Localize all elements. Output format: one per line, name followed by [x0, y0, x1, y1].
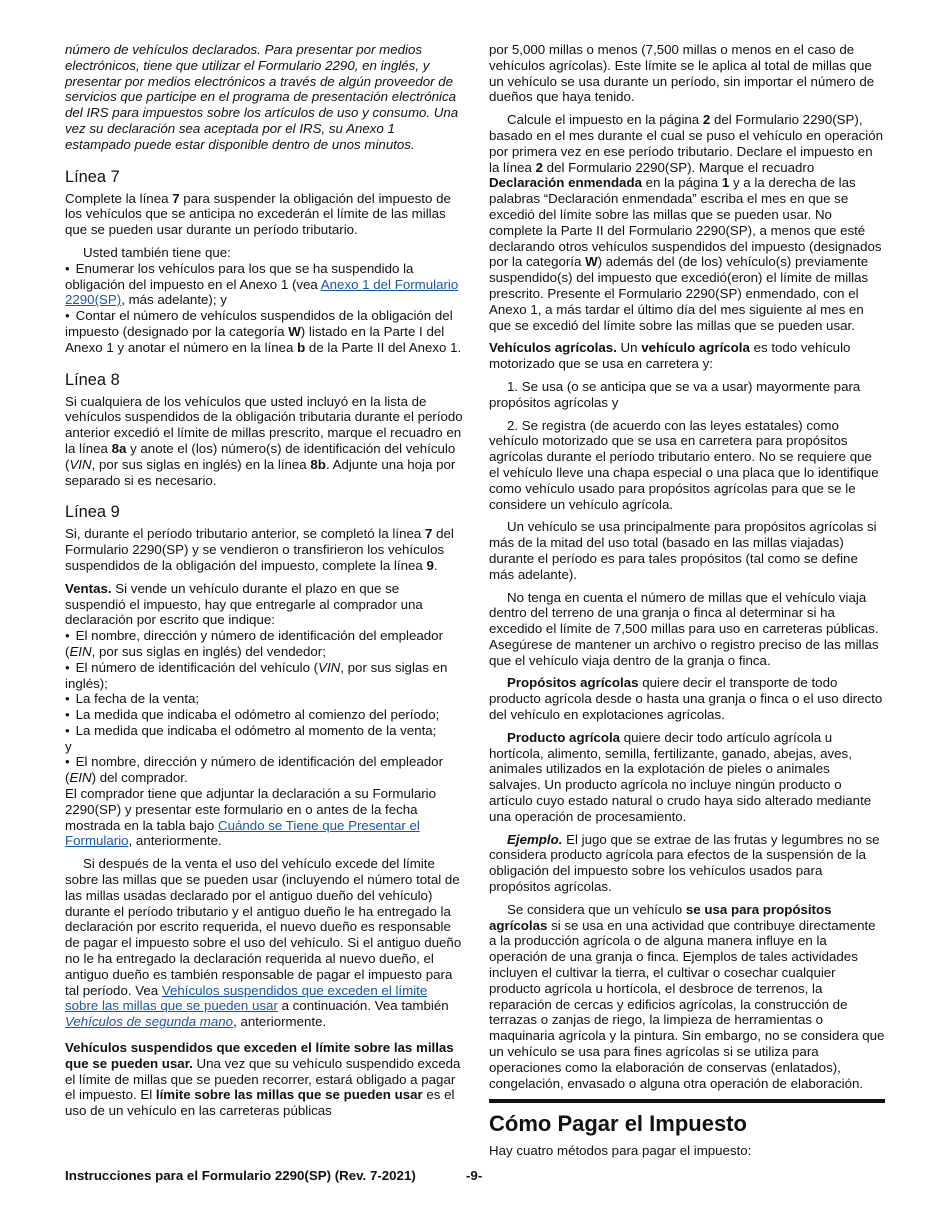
footer-title: Instrucciones para el Formulario 2290(SP) (Rev. 7-2021) [65, 1168, 416, 1183]
considera-paragraph: Se considera que un vehículo se usa para propósitos agrícolas si se usa en una actividad que contribuye directamente a la producción agrícola o de alguna manera influye en la operación de una granja o finca. Ejemplos de tales actividades incluyen el cultivar la tierra, el cultivar o cosechar cualquier producto agrícola u hortícola, el desbroce de terrenos, la reparación de cercas y edificios agrícolas, la construcción de terrazas o zanjas de riego, la limpieza de herramientas o maquinaria agrícola y la pintura. Sin embargo, no se considera que un vehículo se usa para fines agrícolas si se utiliza para operaciones como la elaboración de conservas (enlatados), congelación, envasado o alguna otra operación de elaboración. [489, 901, 885, 1091]
linea-8-heading: Línea 8 [65, 370, 120, 389]
linea-9-heading: Línea 9 [65, 503, 120, 522]
ventas-paragraph: Ventas. Si vende un vehículo durante el plazo en que se suspendió el impuesto, hay que entregarle al comprador una declaración por escrito que indique: [65, 580, 423, 628]
ventas-bullet-5: • La medida que indicaba el odómetro al momento de la venta; y [65, 723, 463, 755]
agricolas-item-2: 2. Se registra (de acuerdo con las leyes estatales) como vehículo motorizado que se usa en carretera para propósitos agrícolas durante el período tributario entero. No se requiere que el vehículo lleve una chapa especial o una placa que lo identifique como vehículo usado para propósitos agrícolas para que se le considere un vehículo agrícola. [489, 417, 879, 512]
cuando-presentar-link[interactable]: Cuándo se Tiene que Presentar el Formulario [65, 817, 420, 849]
suspendidos-paragraph: Vehículos suspendidos que exceden el límite sobre las millas que se pueden usar. Una vez que su vehículo suspendido exceda el límite de millas que se pueden recorrer, estará obligado a pagar el impuesto. El límite sobre las millas que se pueden usar es el uso de un vehículo en las carreteras públicas [65, 1040, 461, 1119]
vehiculos-suspendidos-link[interactable]: Vehículos suspendidos que exceden el límite sobre las millas que se pueden usar [65, 982, 428, 1014]
linea-7-tambien: Usted también tiene que: [83, 244, 231, 260]
ventas-bullet-3: • La fecha de la venta; [65, 691, 463, 707]
continuation-paragraph: por 5,000 millas o menos (7,500 millas o menos en el caso de vehículos agrícolas). Este límite se le aplica al total de millas que un vehículo se usa durante un período, sin importar el número de dueños que haya tenido. [489, 42, 875, 105]
ventas-bullet-2: • El número de identificación del vehículo (VIN, por sus siglas en inglés); [65, 660, 463, 692]
producto-paragraph: Producto agrícola quiere decir todo artículo agrícola u hortícola, alimento, semilla, fertilizante, ganado, abejas, aves, animales utilizados en la explotación de pieles o animales salvajes. Un producto agrícola no incluye ningún producto o artículo cuyo estado natural o crudo haya sido alterado mediante una operación de procesamiento. [489, 729, 872, 824]
section-divider [489, 1099, 885, 1103]
linea-9-paragraph: Si, durante el período tributario anterior, se completó la línea 7 del Formulario 2290(SP) y se vendieron o transfirieron los vehículos suspendidos de la obligación del impuesto, complete la línea 9. [65, 526, 454, 573]
linea-7-paragraph: Complete la línea 7 para suspender la obligación del impuesto de los vehículos que se anticipa no excederán el límite de las millas que se pueden usar durante un período tributario. [65, 190, 451, 238]
segunda-mano-link[interactable]: Vehículos de segunda mano [65, 1014, 234, 1030]
calcule-paragraph: Calcule el impuesto en la página 2 del Formulario 2290(SP), basado en el mes durante el cual se puso el vehículo en operación por primera vez en ese período tributario. Declare el impuesto en la línea 2 del Formulario 2290(SP). Marque el recuadro Declaración enmendada en la página 1 y a la derecha de las palabras “Declaración enmendada” escriba el mes en que se excedió del límite sobre las millas que se pueden usar. No complete la Parte II del Formulario 2290(SP), a menos que esté declarando otros vehículos suspendidos del impuesto (designados por la categoría W) además del (de los) vehículo(s) previamente suspendido(s) del impuesto que excedió(eron) el límite de millas prescrito. Presente el Formulario 2290(SP) enmendado, con el Anexo 1, a más tardar el último día del mes siguiente al mes en que se excedió del límite sobre las millas que se pueden usar. [489, 112, 883, 333]
linea-8-paragraph: Si cualquiera de los vehículos que usted incluyó en la lista de vehículos suspendidos de la obligación tributaria durante el período anterior excedió el límite de millas prescrito, marque el recuadro en la línea 8a y anote el (los) número(s) de identificación del vehículo (VIN, por sus siglas en inglés) en la línea 8b. Adjunte una hoja por separado si es necesario. [65, 393, 463, 488]
agricolas-paragraph: Vehículos agrícolas. Un vehículo agrícola es todo vehículo motorizado que se usa en carretera y: [489, 340, 851, 372]
ventas-bullet-4: • La medida que indicaba el odómetro al comienzo del período; [65, 707, 463, 723]
ventas-bullet-6: • El nombre, dirección y número de identificación del empleador (EIN) del comprador. [65, 754, 463, 786]
left-column [65, 42, 463, 1126]
linea-7-bullet-2: • Contar el número de vehículos suspendidos de la obligación del impuesto (designado por la categoría W) listado en la Parte I del Anexo 1 y anotar el número en la línea b de la Parte II del Anexo 1. [65, 308, 463, 355]
agricolas-item-1: 1. Se usa (o se anticipa que se va a usar) mayormente para propósitos agrícolas y [489, 378, 861, 410]
ventas-bullet-1: • El nombre, dirección y número de identificación del empleador (EIN, por sus siglas en inglés) del vendedor; [65, 628, 463, 660]
comprador-paragraph: El comprador tiene que adjuntar la declaración a su Formulario 2290(SP) y presentar este formulario en o antes de la fecha mostrada en la tabla bajo Cuándo se Tiene que Presentar el Formulario, anteriormente. [65, 786, 437, 849]
page-number: -9- [466, 1168, 483, 1183]
como-pagar-heading: Cómo Pagar el Impuesto [489, 1111, 747, 1137]
anexo-1-link[interactable]: Anexo 1 del Formulario 2290(SP) [65, 276, 459, 308]
despues-paragraph: Si después de la venta el uso del vehículo excede del límite sobre las millas que se pueden usar (incluyendo el número total de las millas usadas declarado por el antiguo dueño del vehículo) durante el período tributario y el antiguo dueño le ha entregado la declaración por escrito requerida, el nuevo dueño es responsable de pagar el impuesto sobre el uso del vehículo. Si el antiguo dueño no le ha entregado la declaración requerida al nuevo dueño, el antiguo dueño es también responsable de pagar el impuesto para tal período. Vea Vehículos suspendidos que exceden el límite sobre las millas que se pueden usar a continuación. Vea también Vehículos de segunda mano, anteriormente. [65, 856, 462, 1030]
intro-paragraph: número de vehículos declarados. Para presentar por medios electrónicos, tiene que utilizar el Formulario 2290, en inglés, y presentar por medios electrónicos a través de algún proveedor de servicios que participe en el programa de presentación electrónica del IRS para impuestos sobre los artículos de uso y consumo. Una vez su declaración sea aceptada por el IRS, su Anexo 1 estampado puede estar disponible dentro de unos minutos. [65, 42, 459, 152]
no-tenga-paragraph: No tenga en cuenta el número de millas que el vehículo viaja dentro del terreno de una granja o finca al determinar si ha excedido el límite de 7,500 millas para uso en carreteras públicas. Asegúrese de mantener un archivo o registro preciso de las millas que el vehículo viaja dentro de la granja o finca. [489, 589, 879, 668]
linea-7-bullet-1: • Enumerar los vehículos para los que se ha suspendido la obligación del impuesto en el Anexo 1 (vea Anexo 1 del Formulario 2290(SP), más adelante); y [65, 261, 463, 308]
linea-7-heading: Línea 7 [65, 167, 120, 186]
como-pagar-paragraph: Hay cuatro métodos para pagar el impuesto: [489, 1143, 752, 1159]
ejemplo-paragraph: Ejemplo. El jugo que se extrae de las frutas y legumbres no se considera producto agrícola para efectos de la suspensión de la obligación del impuesto sobre los vehículos usados para propósitos agrícolas. [489, 831, 880, 895]
principalmente-paragraph: Un vehículo se usa principalmente para propósitos agrícolas si más de la mitad del uso total (basado en las millas viajadas) durante el período es para tales propósitos (tal como se define más adelante). [489, 519, 877, 582]
propositos-paragraph: Propósitos agrícolas quiere decir el transporte de todo producto agrícola desde o hasta una granja o finca o el uso directo del vehículo en explotaciones agrícolas. [489, 675, 883, 723]
right-column [489, 42, 885, 1166]
